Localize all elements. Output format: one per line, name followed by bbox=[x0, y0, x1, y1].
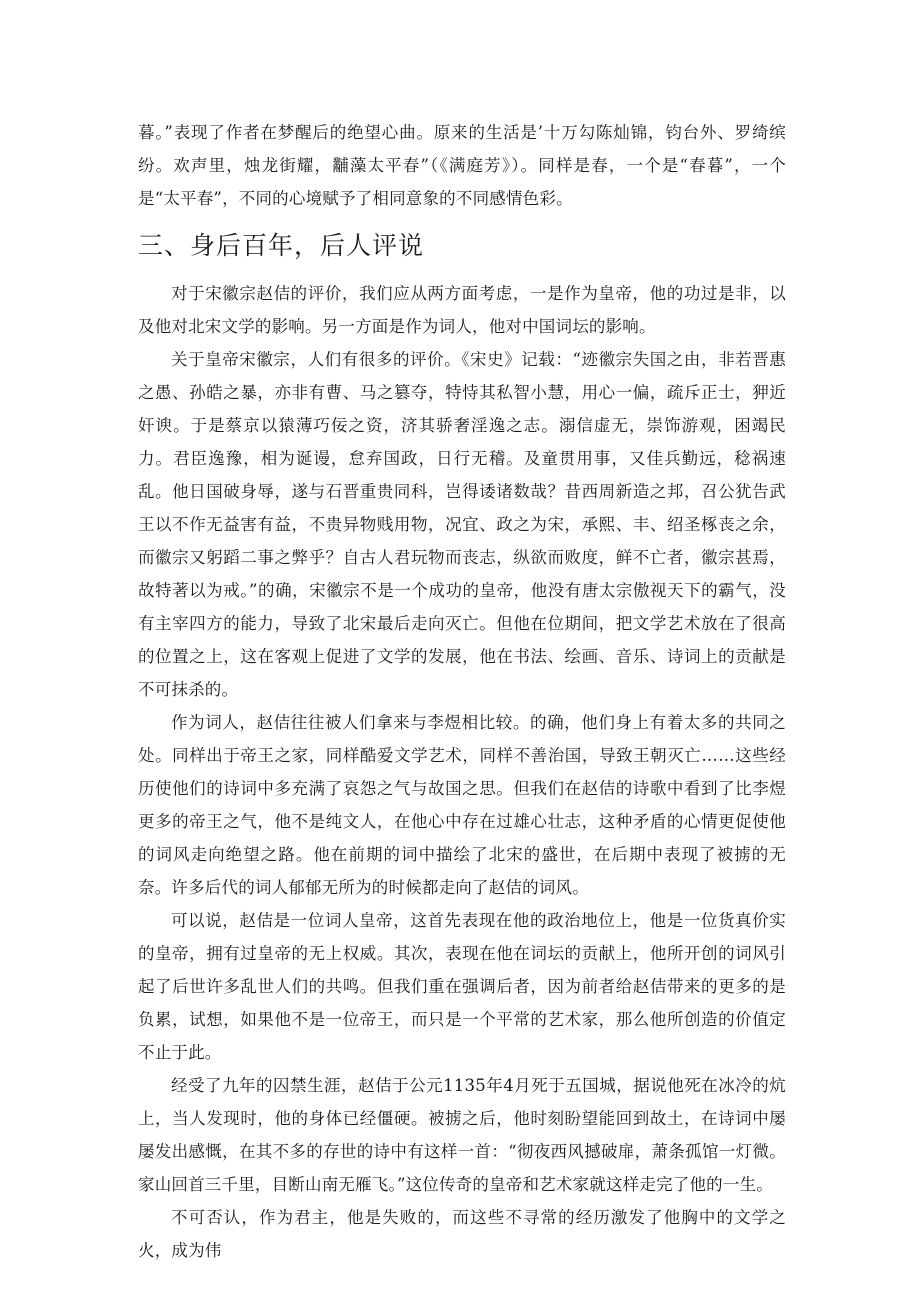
body-paragraph-4: 可以说，赵佶是一位词人皇帝，这首先表现在他的政治地位上，他是一位货真价实的皇帝，拥有过皇帝的无上权威。其次，表现在他在词坛的贡献上，他所开创的词风引起了后世许多乱世人们的共鸣。但我们重在强调后者，因为前者给赵佶带来的更多的是负累，试想，如果他不是一位帝王，而只是一个平常的艺术家，那么他所创造的价值定不止于此。 bbox=[138, 911, 786, 1062]
section-heading: 三、身后百年，后人评说 bbox=[138, 231, 425, 260]
body-paragraph-6: 不可否认，作为君主，他是失败的，而这些不寻常的经历激发了他胸中的文学之火，成为伟 bbox=[138, 1208, 786, 1260]
body-paragraph-2: 关于皇帝宋徽宗，人们有很多的评价。《宋史》记载：“迹徽宗失国之由，非若晋惠之愚、孙皓之暴，亦非有曹、马之篡夺，特恃其私智小慧，用心一偏，疏斥正士，狎近奸谀。于是蔡京以猿薄巧佞之资，济其骄奢淫逸之志。溺信虚无，崇饰游观，困竭民力。君臣逸豫，相为诞谩，怠弃国政，日行无稽。及童贯用事，又佳兵勤远，稔祸速乱。他日国破身辱，遂与石晋重贵同科，岂得诿诸数哉？昔西周新造之邦，召公犹告武王以不作无益害有益，不贵异物贱用物，况宜、政之为宋，承熙、丰、绍圣椓丧之余，而徽宗又躬蹈二事之弊乎？自古人君玩物而丧志，纵欲而败度，鲜不亡者，徽宗甚焉，故特著以为戒。”的确，宋徽宗不是一个成功的皇帝，他没有唐太宗傲视天下的霸气，没有主宰四方的能力，导致了北宋最后走向灭亡。但他在位期间，把文学艺术放在了很高的位置之上，这在客观上促进了文学的发展，他在书法、绘画、音乐、诗词上的贡献是不可抹杀的。 bbox=[138, 350, 786, 699]
body-paragraph-3: 作为词人，赵佶往往被人们拿来与李煜相比较。的确，他们身上有着太多的共同之处。同样出于帝王之家，同样酷爱文学艺术，同样不善治国，导致王朝灭亡……这些经历使他们的诗词中多充满了哀怨之气与故国之思。但我们在赵佶的诗歌中看到了比李煜更多的帝王之气，他不是纯文人，在他心中存在过雄心壮志，这种矛盾的心情更促使他的词风走向绝望之路。他在前期的词中描绘了北宋的盛世，在后期中表现了被掳的无奈。许多后代的词人郁郁无所为的时候都走向了赵佶的词风。 bbox=[138, 713, 786, 897]
body-paragraph-5: 经受了九年的囚禁生涯，赵佶于公元1135年4月死于五国城，据说他死在冰冷的炕上，当人发现时，他的身体已经僵硬。被掳之后，他时刻盼望能回到故土，在诗词中屡屡发出感慨，在其不多的存世的诗中有这样一首：“彻夜西风撼破扉，萧条孤馆一灯微。家山回首三千里，目断山南无雁飞。”这位传奇的皇帝和艺术家就这样走完了他的一生。 bbox=[138, 1076, 786, 1194]
document-page bbox=[138, 116, 786, 1267]
body-paragraph-1: 对于宋徽宗赵佶的评价，我们应从两方面考虑，一是作为皇帝，他的功过是非，以及他对北宋文学的影响。另一方面是作为词人，他对中国词坛的影响。 bbox=[138, 284, 786, 336]
intro-paragraph: 暮。”表现了作者在梦醒后的绝望心曲。原来的生活是’十万勾陈灿锦，钧台外、罗绮缤纷。欢声里，烛龙街耀，黼藻太平春”（《满庭芳》）。同样是春，一个是“春暮”，一个是“太平春”，不同的心境赋予了相同意象的不同感情色彩。 bbox=[138, 123, 786, 208]
